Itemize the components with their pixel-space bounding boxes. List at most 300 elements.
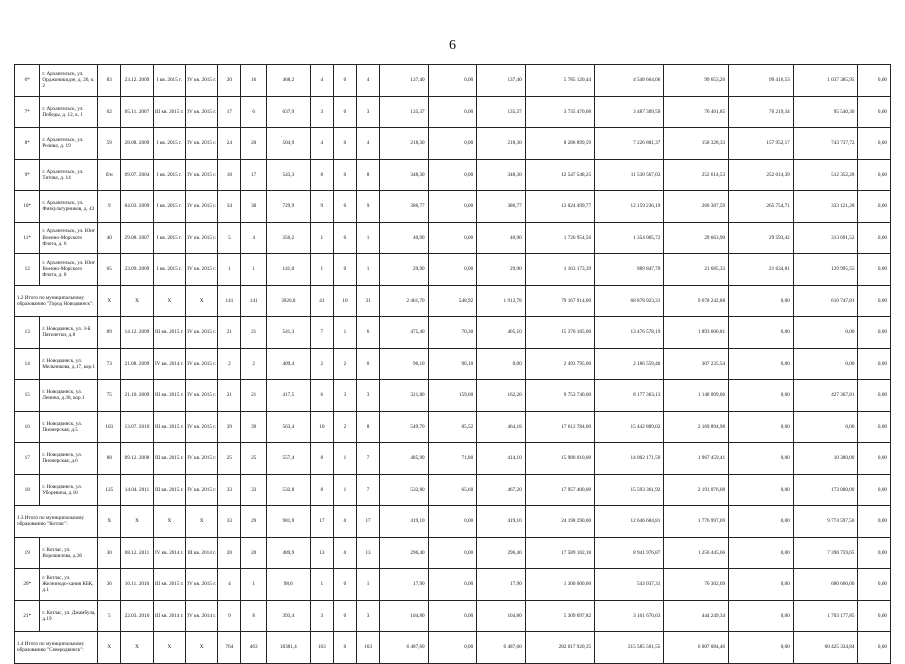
table-row (15, 159, 891, 191)
cell-c13: 549,70 (380, 411, 429, 443)
cell-c17: 989 847,70 (595, 254, 664, 286)
cell-c9: 489,9 (266, 537, 310, 569)
cell-c14: 85,52 (428, 411, 477, 443)
cell-c9: 543,3 (266, 159, 310, 191)
cell-c16: 15 980 010,00 (525, 443, 594, 475)
cell-c17: 14 002 171,59 (595, 443, 664, 475)
cell-c9: 563,4 (266, 411, 310, 443)
cell-c6: IV кв. 2015 г. (186, 317, 218, 349)
cell-c14: 0,00 (428, 222, 477, 254)
cell-c4: 09.07. 2004 (121, 159, 153, 191)
cell-c15: 405,10 (477, 317, 526, 349)
cell-c7: 39 (218, 411, 241, 443)
cell-c7: 5 (218, 222, 241, 254)
cell-c14: 159,60 (428, 380, 477, 412)
cell-c9: 541,3 (266, 317, 310, 349)
cell-c7: 9 (218, 600, 241, 632)
subtotal-row (15, 632, 891, 664)
cell-c20: 427 367,81 (793, 380, 858, 412)
cell-c3: б/н (98, 159, 121, 191)
row-number: 7* (15, 96, 40, 128)
cell-c17: 12 646 684,81 (595, 506, 664, 538)
cell-c4: 21.10. 2009 (121, 380, 153, 412)
cell-c14: 96,10 (428, 348, 477, 380)
cell-c7: 34 (218, 191, 241, 223)
cell-c21: 0,00 (858, 632, 891, 664)
cell-c5: I кв. 2015 г. (153, 191, 185, 223)
cell-c19: 0,00 (729, 506, 794, 538)
cell-c18: 6 007 084,46 (664, 632, 729, 664)
cell-c17: 13 476 578,19 (595, 317, 664, 349)
cell-c6: IV кв. 2015 г. (186, 569, 218, 601)
cell-c9: 981,9 (266, 506, 310, 538)
cell-c6: IV кв. 2015 г. (186, 380, 218, 412)
cell-c10: 9 (310, 191, 333, 223)
cell-c9: 504,9 (266, 128, 310, 160)
cell-c11: 0 (333, 537, 356, 569)
cell-c10: 7 (310, 317, 333, 349)
table-row (15, 569, 891, 601)
cell-c12: 3 (357, 380, 380, 412)
address-cell: г. Архангельск, ул. Титова, д. 14 (40, 159, 98, 191)
cell-c18: 2 191 076,08 (664, 474, 729, 506)
cell-c5: III кв. 2015 г. (153, 317, 185, 349)
cell-c8: 21 (241, 317, 266, 349)
cell-c7: 141 (218, 285, 241, 317)
cell-c20: 1 037 385,95 (793, 65, 858, 97)
cell-c6: IV кв. 2015 г. (186, 348, 218, 380)
cell-c9: 468,2 (266, 65, 310, 97)
cell-c5: IV кв. 2014 г. (153, 537, 185, 569)
cell-c4: 04.03. 2009 (121, 191, 153, 223)
cell-c3: 40 (98, 222, 121, 254)
cell-c21: 0,00 (858, 506, 891, 538)
cell-c21: 0,00 (858, 254, 891, 286)
cell-c19: 99 416,53 (729, 65, 794, 97)
cell-c21: 0,00 (858, 474, 891, 506)
cell-c13: 6 487,60 (380, 632, 429, 664)
row-number: 9* (15, 159, 40, 191)
cell-c19: 0,00 (729, 348, 794, 380)
cell-c6: III кв. 2014 г. (186, 537, 218, 569)
cell-c4: 14.04. 2011 (121, 474, 153, 506)
cell-c16: 282 017 920,35 (525, 632, 594, 664)
cell-c11: 0 (333, 569, 356, 601)
cell-c13: 135,37 (380, 96, 429, 128)
cell-c16: 1 726 954,56 (525, 222, 594, 254)
cell-c16: 9 753 740,00 (525, 380, 594, 412)
cell-c19: 0,00 (729, 474, 794, 506)
cell-c4: 09.12. 2008 (121, 443, 153, 475)
subtotal-label: 1.4 Итого по муниципальному образованию "Северодвинск": (15, 632, 98, 664)
cell-c10: 17 (310, 506, 333, 538)
cell-c11: 0 (333, 632, 356, 664)
address-cell: г. Архангельск, ул. Орджоникидзе, д. 26, к. 2 (40, 65, 98, 97)
cell-c19: 0,00 (729, 569, 794, 601)
cell-c17: 68 878 923,31 (595, 285, 664, 317)
cell-c20: 680 660,00 (793, 569, 858, 601)
cell-c12: 17 (357, 506, 380, 538)
cell-c13: 40,90 (380, 222, 429, 254)
subtotal-label: 1.3 Итого по муниципальному образованию "Котлас": (15, 506, 98, 538)
cell-c9: 18381,4 (266, 632, 310, 664)
cell-c12: 0 (357, 348, 380, 380)
subtotal-row (15, 506, 891, 538)
cell-c10: 1 (310, 569, 333, 601)
cell-c3: 59 (98, 128, 121, 160)
cell-c17: 8 177 363,13 (595, 380, 664, 412)
cell-c18: 158 328,33 (664, 128, 729, 160)
cell-c7: 20 (218, 65, 241, 97)
cell-c8: 4 (241, 222, 266, 254)
address-cell: г. Архангельск, ул. Юнг Военно-Морского Флота, д. 6 (40, 222, 98, 254)
cell-c20: 10 380,00 (793, 443, 858, 475)
cell-c10: 8 (310, 443, 333, 475)
cell-c14: 71,80 (428, 443, 477, 475)
cell-c19: 0,00 (729, 600, 794, 632)
cell-c20: 0,00 (793, 348, 858, 380)
cell-c12: 3 (357, 600, 380, 632)
cell-c11: 0 (333, 128, 356, 160)
cell-c15: 386,77 (477, 191, 526, 223)
cell-c16: 12 547 548,25 (525, 159, 594, 191)
cell-c7: 17 (218, 96, 241, 128)
cell-c13: 296,40 (380, 537, 429, 569)
row-number: 18 (15, 474, 40, 506)
cell-c14: 548,92 (428, 285, 477, 317)
cell-c15: 0,00 (477, 348, 526, 380)
cell-c16: 17 957 400,00 (525, 474, 594, 506)
row-number: 17 (15, 443, 40, 475)
cell-c21: 0,00 (858, 96, 891, 128)
cell-c20: 743 737,72 (793, 128, 858, 160)
cell-c16: 17 612 784,00 (525, 411, 594, 443)
cell-c18: 29 663,90 (664, 222, 729, 254)
cell-c19: 21 634,81 (729, 254, 794, 286)
cell-c5: III кв. 2015 г. (153, 569, 185, 601)
cell-c17: 2 186 559,46 (595, 348, 664, 380)
cell-c12: 1 (357, 254, 380, 286)
cell-c17: 12 159 236,19 (595, 191, 664, 223)
cell-c16: 5 309 097,82 (525, 600, 594, 632)
cell-c7: 21 (218, 317, 241, 349)
cell-c11: 0 (333, 65, 356, 97)
table-body (15, 65, 891, 664)
cell-c20: 610 747,81 (793, 285, 858, 317)
cell-c6: IV кв. 2015 г. (186, 65, 218, 97)
cell-c14: 0,00 (428, 632, 477, 664)
cell-c10: 8 (310, 474, 333, 506)
cell-c18: 444 249,34 (664, 600, 729, 632)
cell-c8: 1 (241, 569, 266, 601)
cell-c6: IV кв. 2015 г. (186, 191, 218, 223)
cell-c13: 29,90 (380, 254, 429, 286)
page-number: 6 (449, 38, 456, 53)
cell-c16: 17 589 182,18 (525, 537, 594, 569)
cell-c12: 9 (357, 191, 380, 223)
cell-c10: 41 (310, 285, 333, 317)
table-row (15, 65, 891, 97)
row-number: 14 (15, 348, 40, 380)
cell-c21: 0,00 (858, 443, 891, 475)
cell-c13: 321,80 (380, 380, 429, 412)
cell-c17: 11 530 567,03 (595, 159, 664, 191)
address-cell: г. Новодвинск, ул. Пионерская, д.6 (40, 443, 98, 475)
cell-c5: X (153, 632, 185, 664)
cell-c4: 10.11. 2010 (121, 569, 153, 601)
table-row (15, 443, 891, 475)
address-cell: г. Новодвинск, ул. Пионерская, д.5 (40, 411, 98, 443)
cell-c17: 1 354 005,72 (595, 222, 664, 254)
cell-c6: IV кв. 2015 г. (186, 474, 218, 506)
cell-c9: 557,4 (266, 443, 310, 475)
cell-c4: 05.11. 2007 (121, 96, 153, 128)
cell-c19: 0,00 (729, 443, 794, 475)
table-row (15, 191, 891, 223)
cell-c15: 40,90 (477, 222, 526, 254)
cell-c14: 0,00 (428, 254, 477, 286)
cell-c4: 22.03. 2010 (121, 600, 153, 632)
cell-c15: 218,30 (477, 128, 526, 160)
cell-c13: 419,10 (380, 506, 429, 538)
cell-c4: 28.08. 2009 (121, 128, 153, 160)
cell-c4: 08.12. 2011 (121, 537, 153, 569)
cell-c16: 13 024 499,77 (525, 191, 594, 223)
cell-c7: 1 (218, 254, 241, 286)
cell-c8: 141 (241, 285, 266, 317)
cell-c4: X (121, 632, 153, 664)
cell-c18: 307 235,54 (664, 348, 729, 380)
cell-c15: 162,20 (477, 380, 526, 412)
cell-c13: 137,40 (380, 65, 429, 97)
cell-c9: 393,4 (266, 600, 310, 632)
table-row (15, 474, 891, 506)
cell-c11: 0 (333, 254, 356, 286)
cell-c19: 0,00 (729, 285, 794, 317)
cell-c21: 0,00 (858, 537, 891, 569)
cell-c7: 18 (218, 159, 241, 191)
cell-c12: 163 (357, 632, 380, 664)
cell-c3: 125 (98, 474, 121, 506)
cell-c17: 4 548 664,06 (595, 65, 664, 97)
cell-c14: 65,60 (428, 474, 477, 506)
cell-c21: 0,00 (858, 317, 891, 349)
cell-c11: 2 (333, 411, 356, 443)
cell-c6: IV кв. 2015 г. (186, 159, 218, 191)
cell-c10: 4 (310, 65, 333, 97)
cell-c10: 163 (310, 632, 333, 664)
row-number: 6* (15, 65, 40, 97)
cell-c18: 2 169 894,98 (664, 411, 729, 443)
cell-c8: 20 (241, 128, 266, 160)
cell-c10: 1 (310, 222, 333, 254)
cell-c19: 0,00 (729, 537, 794, 569)
cell-c15: 17,90 (477, 569, 526, 601)
address-cell: г. Котлас, ул. Железнодо-хания КБК, д.1 (40, 569, 98, 601)
cell-c18: 1 256 445,66 (664, 537, 729, 569)
row-number: 16 (15, 411, 40, 443)
address-cell: г. Новодвинск, ул. Мельникова, д.17, кор.1 (40, 348, 98, 380)
cell-c9: 532,8 (266, 474, 310, 506)
cell-c12: 13 (357, 537, 380, 569)
cell-c8: 25 (241, 443, 266, 475)
cell-c11: 0 (333, 600, 356, 632)
cell-c3: X (98, 632, 121, 664)
cell-c11: 0 (333, 159, 356, 191)
row-number: 15 (15, 380, 40, 412)
cell-c20: 173 000,00 (793, 474, 858, 506)
table-row (15, 600, 891, 632)
cell-c7: 764 (218, 632, 241, 664)
cell-c18: 1 148 009,06 (664, 380, 729, 412)
cell-c16: 1 163 173,39 (525, 254, 594, 286)
address-cell: г. Новодвинск, ул. Уборевича, д.10 (40, 474, 98, 506)
cell-c18: 266 387,59 (664, 191, 729, 223)
cell-c9: 729,9 (266, 191, 310, 223)
cell-c11: 0 (333, 222, 356, 254)
cell-c17: 15 442 889,02 (595, 411, 664, 443)
cell-c17: 215 585 501,55 (595, 632, 664, 664)
cell-c13: 96,10 (380, 348, 429, 380)
cell-c3: 36 (98, 569, 121, 601)
cell-c3: 73 (98, 348, 121, 380)
cell-c13: 17,90 (380, 569, 429, 601)
cell-c8: 2 (241, 348, 266, 380)
cell-c5: III кв. 2015 г. (153, 474, 185, 506)
cell-c7: 25 (218, 443, 241, 475)
cell-c7: 20 (218, 537, 241, 569)
cell-c15: 414,10 (477, 443, 526, 475)
cell-c20: 1 703 177,85 (793, 600, 858, 632)
cell-c6: IV кв. 2015 г. (186, 443, 218, 475)
table-row (15, 537, 891, 569)
cell-c18: 1 893 606,81 (664, 317, 729, 349)
cell-c8: 1 (241, 254, 266, 286)
cell-c5: III кв. 2015 г. (153, 411, 185, 443)
cell-c16: 3 735 470,08 (525, 96, 594, 128)
cell-c10: 13 (310, 537, 333, 569)
cell-c20: 512 352,28 (793, 159, 858, 191)
cell-c3: X (98, 506, 121, 538)
cell-c3: 88 (98, 443, 121, 475)
cell-c3: X (98, 285, 121, 317)
cell-c20: 0,00 (793, 317, 858, 349)
cell-c11: 0 (333, 506, 356, 538)
cell-c21: 0,00 (858, 411, 891, 443)
row-number: 8* (15, 128, 40, 160)
cell-c15: 296,40 (477, 537, 526, 569)
cell-c13: 386,77 (380, 191, 429, 223)
row-number: 13 (15, 317, 40, 349)
cell-c9: 98,6 (266, 569, 310, 601)
cell-c12: 7 (357, 443, 380, 475)
cell-c17: 8 941 976,87 (595, 537, 664, 569)
cell-c14: 70,30 (428, 317, 477, 349)
cell-c15: 104,80 (477, 600, 526, 632)
cell-c4: X (121, 506, 153, 538)
cell-c20: 95 540,30 (793, 96, 858, 128)
table-row (15, 348, 891, 380)
cell-c20: 0,00 (793, 411, 858, 443)
address-cell: г. Архангельск, ул. Юнг Военно-Морского Флота, д. 8 (40, 254, 98, 286)
cell-c16: 2 493 795,00 (525, 348, 594, 380)
address-cell: г. Котлас, ул. Ворошилова, д.36 (40, 537, 98, 569)
cell-c8: 20 (241, 537, 266, 569)
cell-c21: 0,00 (858, 191, 891, 223)
cell-c10: 10 (310, 411, 333, 443)
cell-c14: 0,00 (428, 506, 477, 538)
cell-c11: 1 (333, 474, 356, 506)
cell-c20: 60 425 334,84 (793, 632, 858, 664)
cell-c4: 14.12. 2009 (121, 317, 153, 349)
cell-c3: 30 (98, 537, 121, 569)
cell-c15: 6 487,60 (477, 632, 526, 664)
table-row (15, 222, 891, 254)
cell-c19: 29 593,42 (729, 222, 794, 254)
row-number: 19 (15, 537, 40, 569)
cell-c11: 1 (333, 443, 356, 475)
cell-c3: 5 (98, 600, 121, 632)
cell-c6: IV кв. 2015 г. (186, 128, 218, 160)
cell-c4: 23.12. 2009 (121, 65, 153, 97)
cell-c8: 8 (241, 600, 266, 632)
cell-c13: 532,80 (380, 474, 429, 506)
cell-c9: 141,0 (266, 254, 310, 286)
cell-c9: 3926,8 (266, 285, 310, 317)
cell-c6: X (186, 285, 218, 317)
table-row (15, 380, 891, 412)
cell-c5: III кв. 2015 г. (153, 96, 185, 128)
cell-c7: 33 (218, 506, 241, 538)
row-number: 20* (15, 569, 40, 601)
cell-c19: 0,00 (729, 380, 794, 412)
cell-c13: 348,30 (380, 159, 429, 191)
cell-c8: 6 (241, 96, 266, 128)
cell-c20: 7 390 759,65 (793, 537, 858, 569)
cell-c17: 543 037,31 (595, 569, 664, 601)
cell-c4: 23.09. 2009 (121, 254, 153, 286)
cell-c19: 265 754,71 (729, 191, 794, 223)
cell-c13: 104,80 (380, 600, 429, 632)
cell-c12: 8 (357, 411, 380, 443)
cell-c5: III кв. 2015 г. (153, 380, 185, 412)
cell-c10: 2 (310, 348, 333, 380)
cell-c6: IV кв. 2015 г. (186, 222, 218, 254)
cell-c11: 10 (333, 285, 356, 317)
cell-c20: 333 121,28 (793, 191, 858, 223)
cell-c8: 29 (241, 506, 266, 538)
cell-c10: 8 (310, 159, 333, 191)
cell-c5: X (153, 506, 185, 538)
cell-c16: 15 370 185,00 (525, 317, 594, 349)
cell-c13: 2 461,70 (380, 285, 429, 317)
cell-c16: 5 785 120,44 (525, 65, 594, 97)
cell-c17: 7 226 881,37 (595, 128, 664, 160)
cell-c19: 252 014,39 (729, 159, 794, 191)
table-row (15, 96, 891, 128)
cell-c9: 409,4 (266, 348, 310, 380)
cell-c18: 1 776 997,69 (664, 506, 729, 538)
cell-c15: 348,30 (477, 159, 526, 191)
cell-c4: 21.08. 2009 (121, 348, 153, 380)
cell-c8: 16 (241, 65, 266, 97)
cell-c8: 463 (241, 632, 266, 664)
cell-c17: 15 593 361,92 (595, 474, 664, 506)
table-row (15, 317, 891, 349)
cell-c5: I кв. 2015 г. (153, 222, 185, 254)
cell-c7: 2 (218, 348, 241, 380)
cell-c12: 7 (357, 474, 380, 506)
